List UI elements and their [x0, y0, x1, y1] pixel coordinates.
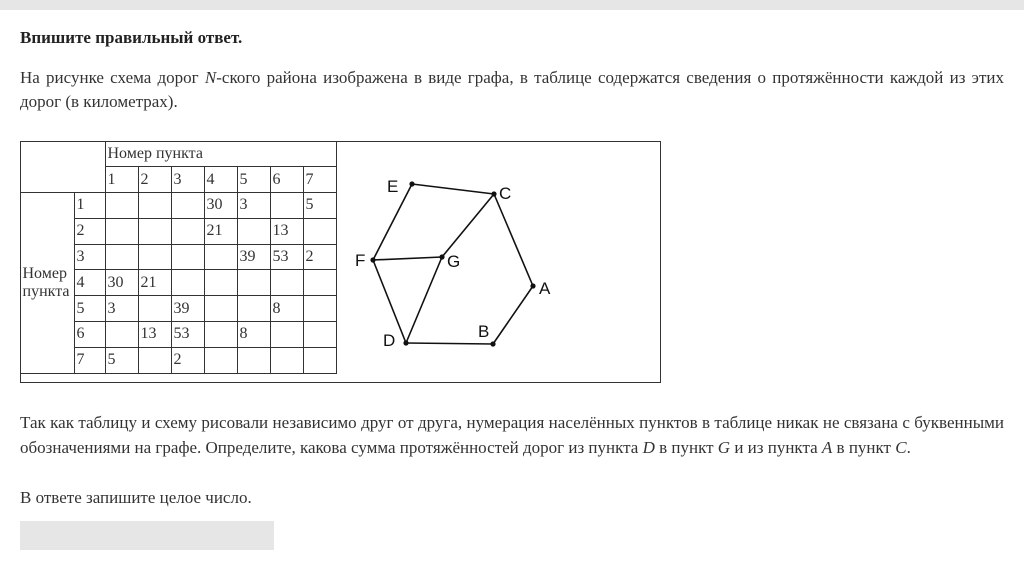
point-g: G: [717, 437, 731, 457]
region-letter: N: [204, 68, 217, 87]
table-cell: [237, 347, 270, 373]
node-f: [370, 257, 375, 262]
figure-frame: [20, 141, 661, 383]
label-g: G: [447, 252, 461, 271]
distance-table: [20, 141, 337, 374]
table-cell: 53: [270, 244, 303, 270]
answer-hint: В ответе запишите целое число.: [20, 488, 252, 507]
table-cell: [105, 322, 138, 348]
intro-text-1: На рисунке схема дорог: [20, 68, 205, 87]
label-e: E: [387, 177, 399, 196]
col-number: 3: [171, 167, 204, 193]
table-cell: 21: [138, 270, 171, 296]
edge-b-a: [493, 286, 533, 344]
table-cell: [138, 244, 171, 270]
table-cell: [171, 218, 204, 244]
table-cell: 3: [237, 193, 270, 219]
row-number: 3: [74, 244, 105, 270]
question-paragraph: [20, 411, 1004, 460]
edge-g-d: [406, 257, 442, 343]
label-a: A: [539, 279, 551, 298]
table-cell: 53: [171, 322, 204, 348]
table-cell: [204, 296, 237, 322]
table-cell: 39: [237, 244, 270, 270]
col-group-label: Номер пункта: [105, 141, 336, 167]
col-number: 6: [270, 167, 303, 193]
table-cell: [270, 270, 303, 296]
table-cell: [171, 193, 204, 219]
table-cell: [270, 322, 303, 348]
instruction-heading: Впишите правильный ответ.: [20, 28, 243, 47]
table-cell: 3: [105, 296, 138, 322]
col-number: 2: [138, 167, 171, 193]
question-text-2: в пункт: [654, 437, 718, 457]
table-cell: [237, 218, 270, 244]
top-bar: [0, 0, 1024, 10]
table-cell: 2: [171, 347, 204, 373]
point-c: C: [895, 437, 907, 457]
table-cell: [204, 322, 237, 348]
label-f: F: [355, 251, 366, 270]
edge-f-g: [373, 257, 442, 260]
edge-c-g: [442, 194, 494, 257]
table-cell: [138, 218, 171, 244]
table-cell: [204, 244, 237, 270]
table-cell: 2: [303, 244, 336, 270]
row-number: 6: [74, 322, 105, 348]
table-cell: 8: [270, 296, 303, 322]
edge-e-c: [412, 184, 494, 194]
node-b: [490, 341, 495, 346]
table-cell: [204, 270, 237, 296]
edge-c-a: [494, 194, 533, 286]
point-d: D: [642, 437, 655, 457]
node-c: [491, 191, 496, 196]
table-cell: [138, 347, 171, 373]
table-cell: [303, 322, 336, 348]
question-text-4: в пункт: [832, 437, 896, 457]
table-cell: [303, 270, 336, 296]
table-cell: [237, 270, 270, 296]
table-cell: 30: [204, 193, 237, 219]
col-number: 1: [105, 167, 138, 193]
label-b: B: [478, 322, 490, 341]
table-cell: [171, 244, 204, 270]
label-c: C: [499, 184, 512, 203]
table-corner: [20, 141, 105, 193]
point-a: A: [821, 437, 833, 457]
table-cell: 21: [204, 218, 237, 244]
row-number: 5: [74, 296, 105, 322]
col-number: 7: [303, 167, 336, 193]
node-e: [409, 181, 414, 186]
table-cell: [105, 244, 138, 270]
col-number: 4: [204, 167, 237, 193]
table-cell: [237, 296, 270, 322]
table-cell: 30: [105, 270, 138, 296]
node-d: [403, 340, 408, 345]
row-number: 1: [74, 193, 105, 219]
table-cell: 8: [237, 322, 270, 348]
table-cell: 5: [303, 193, 336, 219]
table-cell: [270, 193, 303, 219]
node-a: [530, 283, 535, 288]
table-cell: [303, 347, 336, 373]
edge-d-b: [406, 343, 493, 344]
table-cell: 13: [270, 218, 303, 244]
question-text-1: Так как таблицу и схему рисовали независимо друг от друга, нумерация населённых пунктов в таблице никак не связана с буквенными обозначениями на графе. Определите, какова сумма протяжённостей дорог из пункта: [20, 413, 1004, 457]
table-row: [20, 193, 336, 219]
intro-text-2: -ского района изображена в виде графа, в таблице содержатся сведения о протяжённости каждой из этих дорог (в километрах).: [20, 68, 1004, 111]
node-g: [439, 254, 444, 259]
table-cell: [105, 218, 138, 244]
road-graph: [354, 142, 661, 382]
table-cell: [138, 193, 171, 219]
table-cell: 5: [105, 347, 138, 373]
row-group-label: Номер пункта: [20, 193, 74, 374]
row-number: 2: [74, 218, 105, 244]
question-text-3: и из пункта: [730, 437, 822, 457]
col-number: 5: [237, 167, 270, 193]
table-cell: [138, 296, 171, 322]
table-cell: 13: [138, 322, 171, 348]
table-cell: [303, 218, 336, 244]
table-cell: [105, 193, 138, 219]
label-d: D: [383, 331, 396, 350]
table-cell: [171, 270, 204, 296]
table-cell: [270, 347, 303, 373]
table-cell: [204, 347, 237, 373]
row-number: 7: [74, 347, 105, 373]
table-cell: 39: [171, 296, 204, 322]
table-cell: [303, 296, 336, 322]
question-text-5: .: [906, 437, 911, 457]
row-number: 4: [74, 270, 105, 296]
intro-paragraph: [20, 66, 1004, 114]
answer-input[interactable]: [20, 521, 274, 550]
